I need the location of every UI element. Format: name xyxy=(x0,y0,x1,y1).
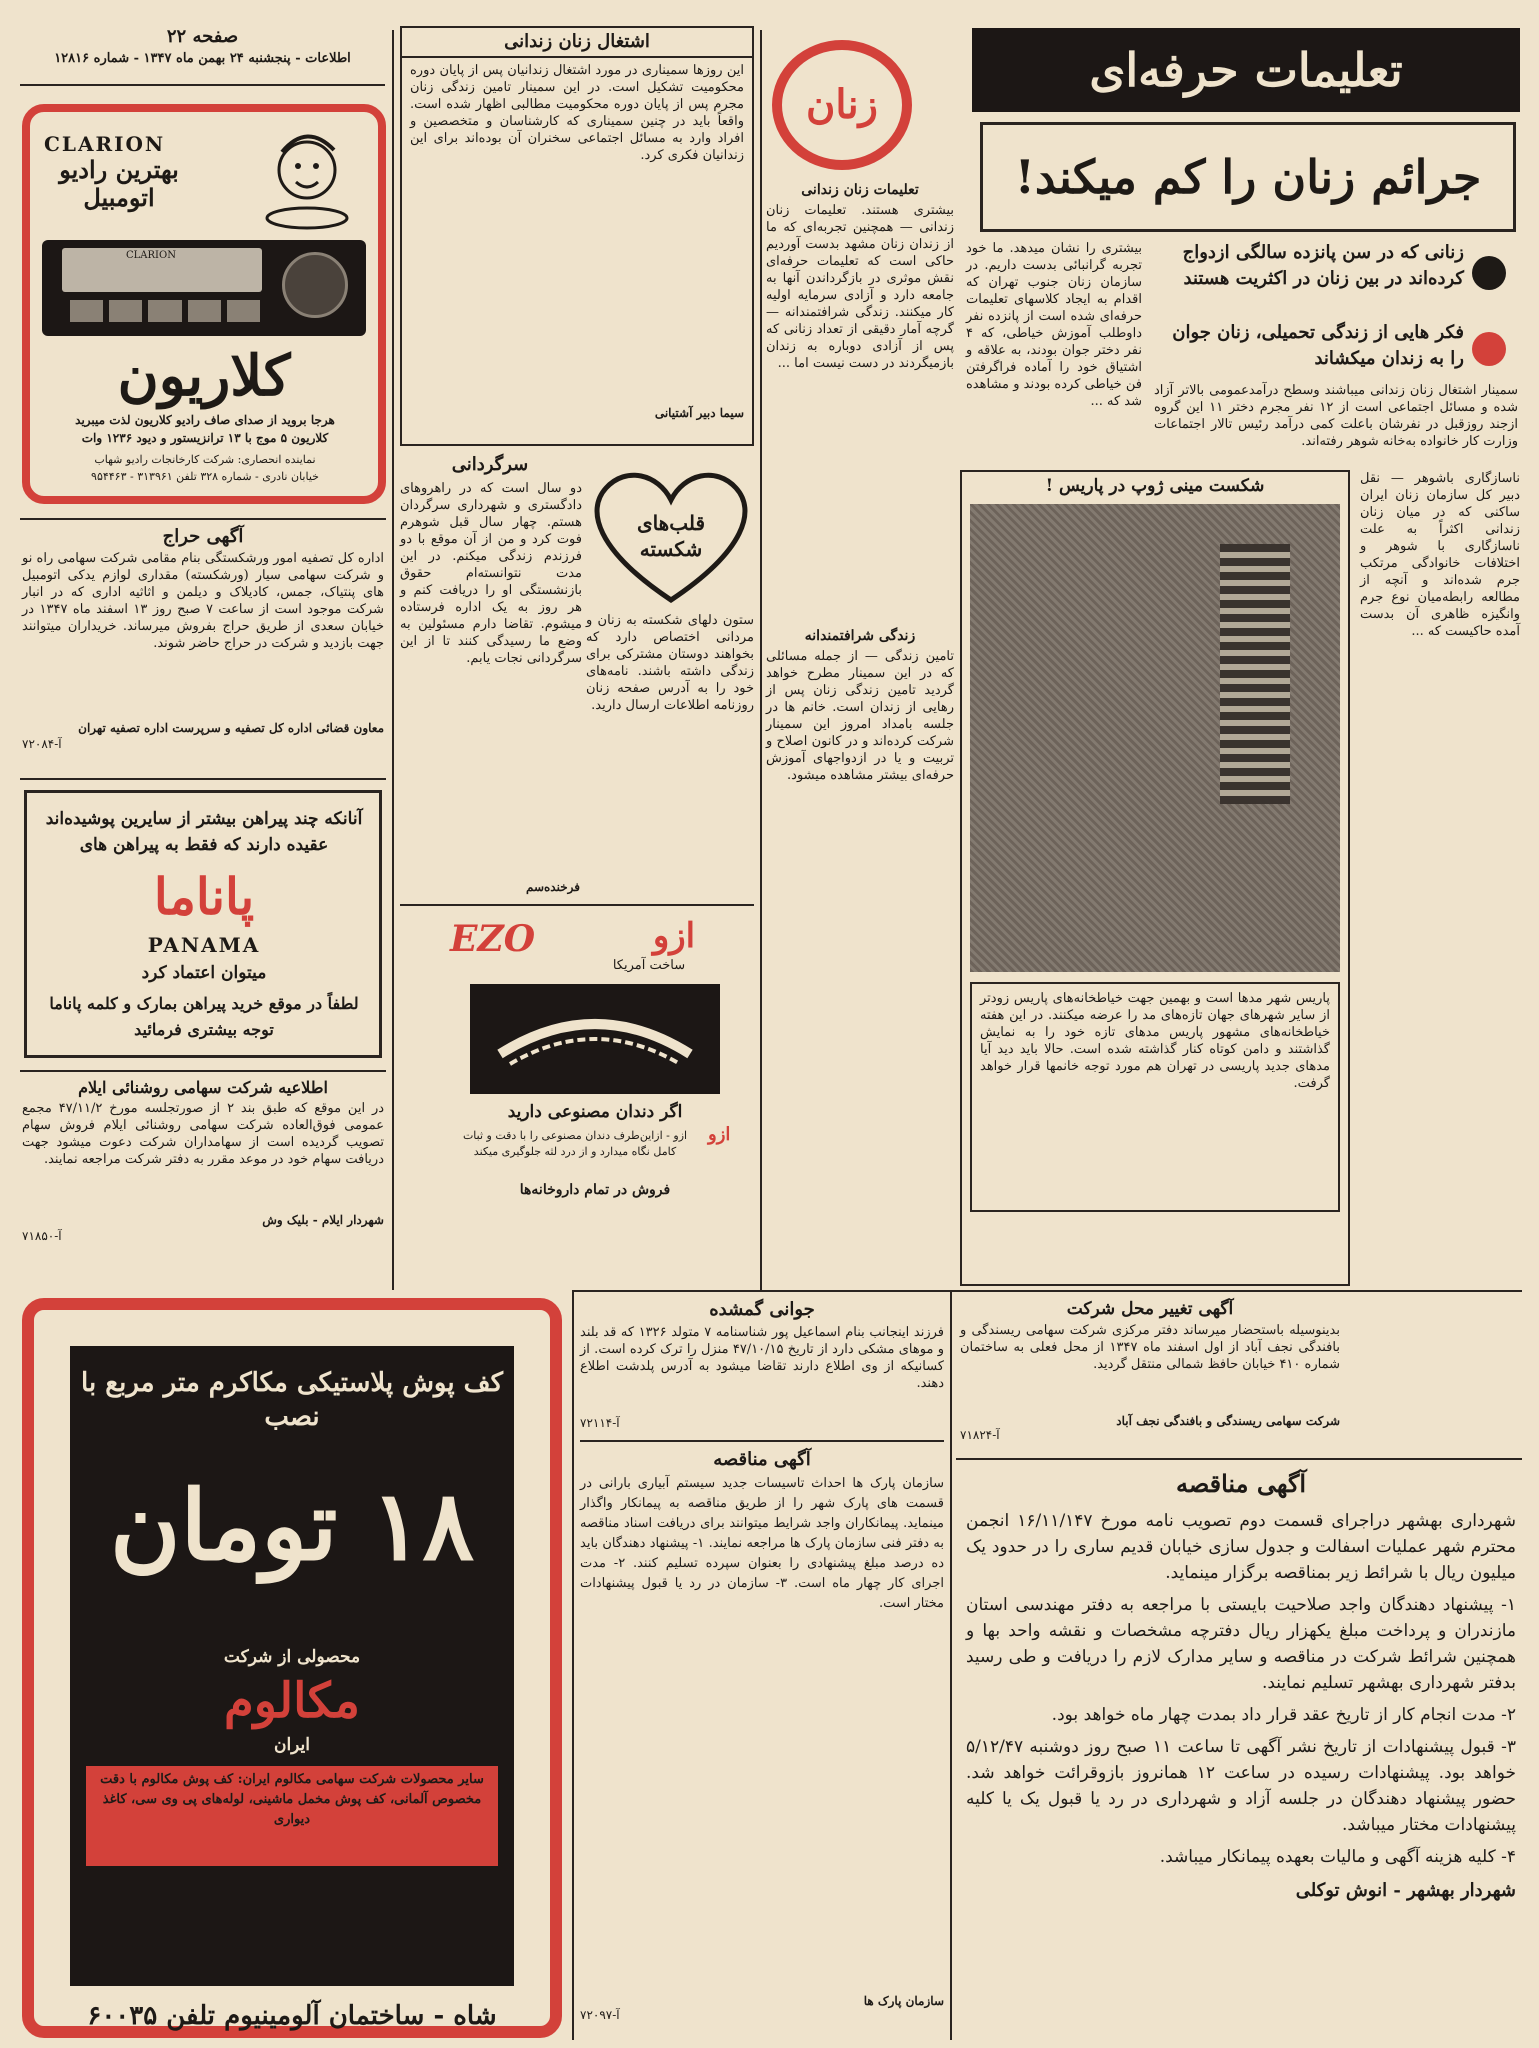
clarion-address: خیابان نادری - شماره ۳۲۸ تلفن ۳۱۳۹۶۱ - ۹۵۴۴۶۳ xyxy=(91,470,319,483)
makaloom-price: ۱۸ تومان xyxy=(109,1469,475,1582)
makaloom-top: کف پوش پلاستیکی مکاکرم متر مربع با نصب xyxy=(81,1368,503,1432)
divider xyxy=(400,904,754,906)
makaloom-products: سایر محصولات شرکت سهامی مکالوم ایران: کف پوش مکالوم با دقت مخصوص آلمانی، کف پوش مخمل ماشینی، لوله‌های پی وی سی، کاغذ دیواری xyxy=(86,1766,498,1866)
subhead-training: تعلیمات زنان زندانی xyxy=(801,182,919,198)
makaloom-panel xyxy=(70,1346,514,1986)
page-number: صفحه ۲۲ xyxy=(166,26,239,47)
paris-title: شکست مینی ژوپ در پاریس ! xyxy=(1045,476,1265,496)
column-rule xyxy=(760,30,762,1290)
divider xyxy=(20,778,386,780)
heart-caption: ستون دلهای شکسته به زنان و مردانی اختصاص دارد که بخواهند دوستان مشترکی برای زندگی داشته باشند. نامه‌های خود را به آدرس صفحه زنان روزنامه اطلاعات ارسال دارید. xyxy=(586,613,754,713)
makaloom-country: ایران xyxy=(273,1735,311,1755)
young-ref: آ-۷۲۱۱۴ xyxy=(580,1416,620,1430)
bullet-red-icon xyxy=(1472,332,1506,366)
dateline-block xyxy=(20,26,385,86)
panama-brand-en: PANAMA xyxy=(147,933,261,957)
car-radio-image xyxy=(42,240,366,336)
dateline: اطلاعات - پنجشنبه ۲۴ بهمن ماه ۱۳۴۷ - شماره ۱۲۸۱۶ xyxy=(54,51,351,66)
ezo-brand-fa: ازو xyxy=(652,916,696,956)
young-title: جوانی گمشده xyxy=(709,1299,815,1320)
ezo-sold: فروش در تمام داروخانه‌ها xyxy=(519,1182,671,1198)
clarion-brand-en: CLARION xyxy=(44,132,166,156)
tender-park xyxy=(580,1446,944,2022)
divider xyxy=(20,1070,386,1072)
model-figure xyxy=(1220,544,1290,804)
zanan-logo xyxy=(772,40,912,170)
denture-image xyxy=(470,984,720,1094)
subhead-honest-life: زندگی شرافتمندانه xyxy=(804,628,916,644)
column-rule xyxy=(950,1290,952,2040)
makaloom-phone: شاه - ساختمان آلومینیوم تلفن ۶۰۰۳۵ xyxy=(87,2001,497,2031)
makaloom-brand: مکالوم xyxy=(224,1673,360,1729)
ad-panama xyxy=(24,790,382,1058)
tender-park-ref: آ-۷۲۰۹۷ xyxy=(580,2008,620,2022)
divider xyxy=(20,518,386,520)
auction-body: اداره کل تصفیه امور ورشکستگی بنام مقامی شرکت سهامی راه نو و شرکت سهامی سیار (ورشکسته) مقداری لوازم یدکی اتومبیل های پنتیاک، جمس، کادیلاک و دیلمن و اثاثیه اداری که در انبار شرکت موجود است از ساعت ۷ صبح روز ۱۳ اسفند ماه ۱۳۴۷ در خیابان سعدی از طریق حراج بفروش میرساند. خریداران میتوانند جهت بازدید و شرکت در حراج حاضر شوند. xyxy=(22,551,385,651)
ad-clarion xyxy=(22,104,386,504)
panama-line4: لطفاً در موقع خرید پیراهن بمارک و کلمه پاناما توجه بیشتری فرمائید xyxy=(49,994,359,1039)
paris-caption-box xyxy=(970,982,1340,1212)
tender-park-title: آگهی مناقصه xyxy=(713,1449,811,1470)
auction-ref: آ-۷۲۰۸۴ xyxy=(22,737,62,751)
company-move-title: آگهی تغییر محل شرکت xyxy=(1066,1299,1234,1319)
clarion-line1: هرجا بروید از صدای صاف رادیو کلاریون لذت میبرید xyxy=(75,413,335,427)
tender-park-signature: سازمان پارک ها xyxy=(863,1994,944,2008)
main-body-f: تامین زندگی — از جمله مسائلی که در این سمینار مطرح خواهد گردید تامین زندگی زنان پس از رهایی از زندان است. خانم ها در جلسه بامداد امروز این سمینار شرکت کرده‌اند و در کانون اصلاح و تربیت و یا در ازدواجهای آموزش حرفه‌ای بیشتر مشاهده میشود. xyxy=(766,649,954,783)
auction-signature: معاون قضائی اداره کل تصفیه و سرپرست اداره تصفیه تهران xyxy=(78,721,384,735)
zanan-logo-text: زنان xyxy=(805,81,878,128)
bullet-black-icon xyxy=(1472,256,1506,290)
clarion-mascot-icon xyxy=(252,122,362,232)
ezo-question: اگر دندان مصنوعی دارید xyxy=(507,1102,683,1122)
divider xyxy=(580,1440,944,1442)
ilam-ref: آ-۷۱۸۵۰ xyxy=(22,1229,62,1243)
column-rule xyxy=(392,30,394,1290)
heart-title: قلب‌های شکسته xyxy=(636,511,706,561)
tender-behshahr-p1: شهرداری بهشهر دراجرای قسمت دوم تصویب نامه مورخ ۱۶/۱۱/۱۴۷ انجمن محترم شهر عملیات اسفالت و جدول سازی خیابان قدیم ساری را در حدود یک میلیون ریال با شرائط زیر بمناقصه برگزار مینماید. xyxy=(966,1511,1517,1583)
confusion-title: سرگردانی xyxy=(451,454,529,475)
tender-behshahr-title: آگهی مناقصه xyxy=(1175,1469,1307,1498)
company-move-body: بدینوسیله باستحضار میرساند دفتر مرکزی شرکت سهامی ریسندگی و بافندگی نجف آباد از اول اسفند ماه ۱۳۴۷ از محل فعلی به ساختمان شماره ۴۱۰ خیابان حافظ شمالی منتقل گردید. xyxy=(960,1323,1340,1372)
company-move-ref: آ-۷۱۸۲۴ xyxy=(960,1428,1000,1442)
main-headline-box xyxy=(980,122,1516,232)
main-sub1: زنانی که در سن پانزده سالگی ازدواج کرده‌اند در بین زنان در اکثریت هستند xyxy=(1182,242,1464,289)
main-banner: تعلیمات حرفه‌ای xyxy=(972,28,1520,112)
panama-line2: عقیده دارند که فقط به پیراهن های xyxy=(79,835,329,855)
fashion-show-photo xyxy=(970,504,1340,972)
tender-behshahr-p3: ۲- مدت انجام کار از تاریخ عقد قرار داد بمدت چهار ماه خواهد بود. xyxy=(1051,1705,1516,1725)
clarion-line2: کلاریون ۵ موج با ۱۳ ترانزیستور و دیود ۱۲۳۶ وات xyxy=(81,431,329,445)
tender-park-body: سازمان پارک ها احداث تاسیسات جدید سیستم آبیاری بارانی در قسمت های پارک شهر را از طریق مناقصه به پیمانکار واگذار مینماید. پیمانکاران واجد شرایط میتوانند برای دریافت اسناد مناقصه به دفتر فنی سازمان پارک ها مراجعه نمایند. ۱- پیشنهاد دهندگان باید ده درصد مبلغ پیشنهادی را بعنوان سپرده تسلیم کنند. ۲- مدت اجرای کار چهار ماه است. ۳- سازمان در رد یا قبول پیشنهادات مختار است. xyxy=(580,1476,944,1611)
tender-behshahr-signature: شهردار بهشهر - انوش توکلی xyxy=(1295,1880,1516,1901)
denture-icon xyxy=(470,984,720,1094)
tender-behshahr-p5: ۴- کلیه هزینه آگهی و مالیات بعهده پیمانکار میباشد. xyxy=(1159,1847,1516,1867)
ezo-desc: ازو - ازاین‌طرف دندان مصنوعی را با دقت و ثبات کامل نگاه میدارد و از درد لثه جلوگیری میکند xyxy=(462,1129,688,1158)
tender-behshahr-p4: ۳- قبول پیشنهادات از تاریخ نشر آگهی تا ساعت ۱۱ صبح روز دوشنبه ۵/۱۲/۴۷ خواهد بود. پیشنهادات رسیده در ساعت ۱۲ همانروز بازوقرائت خواهد شد. حضور پیشنهاد دهندگان در جلسه آزاد و شهرداری در رد یا قبول یک یا کلیه پیشنهادات مختار میباشد. xyxy=(966,1737,1516,1835)
main-headline: جرائم زنان را کم میکند! xyxy=(1014,150,1482,204)
paris-box xyxy=(960,470,1350,1286)
ezo-side: ازو xyxy=(708,1124,731,1145)
main-body-b: سمینار اشتغال زنان زندانی میباشند وسطح درآمدعمومی بالاتر آزاد شده و مسائل اجتماعی است از ۱۲ نفر مجرم دختر ۱۱ این گروه ازجند روزقبل در نفرشان باعلت کمی درآمد رئیس تالار اجتماعات وزارت کار خانواده به‌خانه شوهر رفته‌اند. xyxy=(1154,383,1518,449)
divider xyxy=(956,1458,1522,1460)
panama-line3: میتوان اعتماد کرد xyxy=(141,963,267,983)
ezo-made-in: ساخت آمریکا xyxy=(612,958,686,973)
prisoners-article xyxy=(400,26,754,446)
main-sub2: فکر هایی از زندگی تحمیلی، زنان جوان را به زندان میکشاند xyxy=(1172,322,1464,369)
confusion-article xyxy=(400,452,580,478)
prisoners-signature: سیما دبیر آشتیانی xyxy=(654,406,744,420)
ilam-body: در این موقع که طبق بند ۲ از صورتجلسه مورخ ۴۷/۱۱/۲ مجمع عمومی فوق‌العاده شرکت سهامی روشنائی ایلام فروش سهام تصویب گردیده است از سهامداران شرکت دعوت میشود جهت دریافت سهام خود در موعد مقرر به دفتر شرکت مراجعه نمایند. xyxy=(22,1101,385,1167)
clarion-tagline: بهترین رادیو اتومبیل xyxy=(59,155,179,212)
divider xyxy=(572,1290,1522,1292)
company-move-notice xyxy=(960,1296,1340,1442)
main-body-d: ناسازگاری باشوهر — نقل دبیر کل سازمان زنان ایران ساکنی که در میان زنان زندانی اکثراً به علت ناسازگاری با شوهر و اختلافات خانوادگی مرتکب جرم شده‌اند و آنچه از مطالعه رابطه‌میان نوع جرم وانگیزه ظاهری آن بدست آمده حاکیست که ... xyxy=(1360,471,1520,639)
clarion-brand-fa: کلاریون xyxy=(117,343,291,409)
panama-brand-fa: پاناما xyxy=(153,867,255,926)
makaloom-made-by: محصولی از شرکت xyxy=(223,1647,361,1667)
confusion-body: دو سال است که در راهروهای دادگستری و شهرداری سرگردان هستم. چهار سال قبل شوهرم فوت کرد و من از آن موقع با دو فرزندم زندگی میکنم. در این مدت نتوانسته‌ام حقوق بازنشستگی او را دریافت کنم و هر روز به یک اداره فرستاده میشوم. تقاضا دارم مسئولین به وضع ما رسیدگی کنند تا از این سرگردانی نجات یابم. xyxy=(400,481,582,666)
paris-caption: پاریس شهر مدها است و بهمین جهت خیاطخانه‌های پاریس زودتر از سایر شهرهای جهان تازه‌های مد را عرضه میکنند. در این هفته خیاطخانه‌های مشهور پاریس مدهای تازه خود را به نمایش گذاشتند و دامن کوتاه کنار گذاشته شده است. حالا باید دید آیا مدهای جدید پاریسی در تهران هم مورد توجه خانمها قرار خواهد گرفت. xyxy=(980,991,1330,1091)
ezo-brand-en: EZO xyxy=(450,918,536,960)
confusion-signature: فرخنده‌سم xyxy=(525,880,580,894)
main-body-a: بیشتری را نشان میدهد. ما خود تجربه گرانبائی بدست داریم. در سازمان زنان جنوب تهران که اقدام به ایجاد کلاسهای تعلیمات حرفه‌ای شده است از پانزده نفر داوطلب آموزش خیاطی، که ۴ نفر دختر جوان بودند، به علاقه و اشتیاق خود را آماده فراگرفتن فن خیاطی کرده بودند و مشاهده شد که ... xyxy=(966,241,1142,409)
ilam-signature: شهردار ایلام - بلیک وش xyxy=(262,1213,384,1227)
tender-behshahr xyxy=(966,1466,1516,1901)
young-notice xyxy=(580,1296,944,1430)
ilam-title: اطلاعیه شرکت سهامی روشنائی ایلام xyxy=(78,1078,328,1097)
auction-notice xyxy=(22,524,384,752)
main-article-mid xyxy=(766,180,954,200)
radio-face-brand: CLARION xyxy=(126,250,176,261)
clarion-agent: نماینده انحصاری: شرکت کارخانجات رادیو شهاب xyxy=(94,453,316,466)
ilam-notice xyxy=(22,1076,384,1244)
prisoners-body: این روزها سمیناری در مورد اشتغال زندانیان پس از پایان دوره محکومیت تشکیل است. در این سمینار تامین زندگی زنان مجرم پس از پایان دوره محکومیت مطالبی اظهار شده است. واقعاً باید در چنین سمیناری که کارشناسان و متخصصین و افراد وارد به مسائل اجتماعی سخنران آن بوده‌اند برای این زندانیان فکری کرد. xyxy=(410,63,744,163)
ad-ezo xyxy=(444,914,744,1234)
auction-title: آگهی حراج xyxy=(162,526,244,547)
young-body: فرزند اینجانب بنام اسماعیل پور شناسنامه ۷ متولد ۱۳۲۶ که قد بلند و موهای مشکی دارد از تاریخ ۴۷/۱۰/۱۵ منزل را ترک کرده است. از کسانیکه از وی اطلاع دارند تقاضا میشود به آدرس پلدشت اطلاع دهند. xyxy=(580,1325,945,1391)
panama-line1: آنانکه چند پیراهن بیشتر از سایرین پوشیده‌اند xyxy=(45,809,363,829)
tender-behshahr-p2: ۱- پیشنهاد دهندگان واجد صلاحیت بایستی با مراجعه به دفتر مهندسی استان مازندران و پرداخت مبلغ یکهزار ریال دفترچه مشخصات و نقشه واحد بها و همچنین شرائط شرکت در مناقصه و سایر مدارک لازم را دریافت و طی رسید بدفتر شهرداری بهشهر تسلیم نمایند. xyxy=(966,1595,1516,1693)
prisoners-title: اشتغال زنان زندانی xyxy=(402,28,752,58)
ad-makaloom xyxy=(22,1298,562,2038)
company-move-signature: شرکت سهامی ریسندگی و بافندگی نجف آباد xyxy=(1116,1414,1340,1428)
column-rule xyxy=(572,1290,574,2040)
main-body-e: بیشتری هستند. تعلیمات زنان زندانی — همچنین تجربه‌ای که ما از زندان زنان مشهد بدست آوردیم حاکی است که تعلیمات حرفه‌ای نقش موثری در بازگرداندن آنها به جامعه دارد و آزادی سرمایه اولیه کار میکنند. زندگی شرافتمندانه — گرچه آمار دقیقی از تعداد زنانی که پس از آزادی دوباره به زندان بازمیگردند در دست نیست اما ... xyxy=(766,203,954,371)
